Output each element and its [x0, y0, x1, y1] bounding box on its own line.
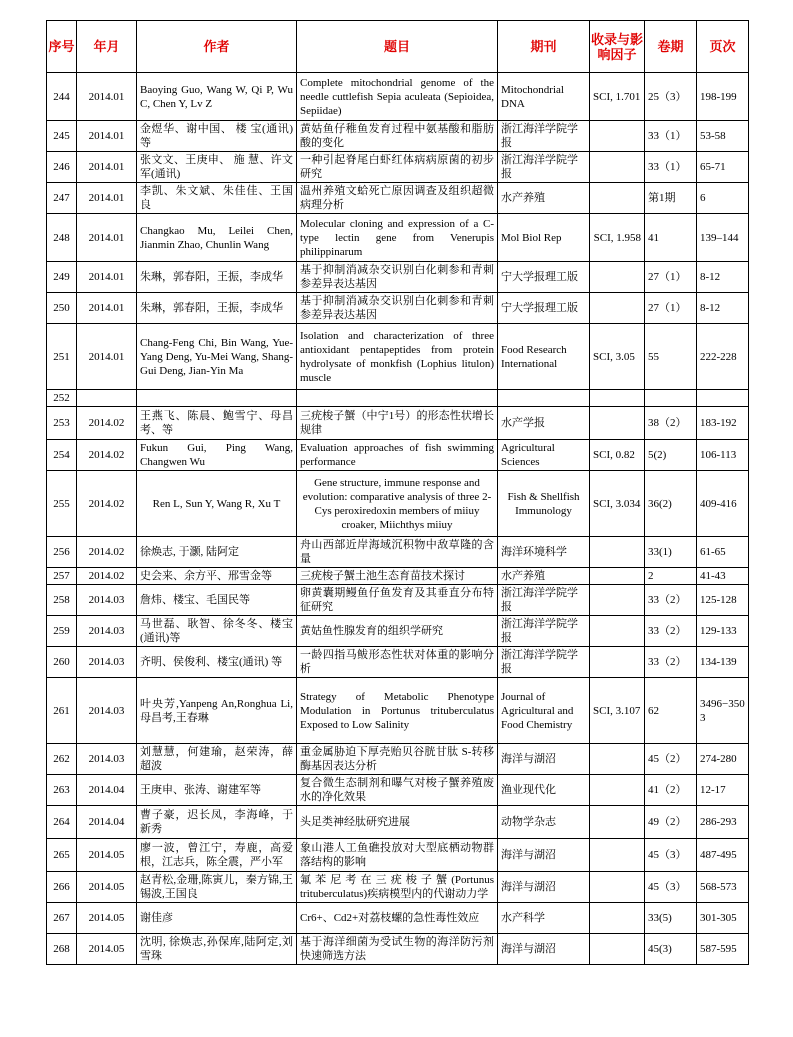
cell-authors: 廖一波，曾江宁，寿鹿，高爱根，江志兵，陈全震，严小军	[137, 839, 297, 872]
table-row	[47, 537, 749, 568]
header-volume: 卷期	[645, 21, 697, 73]
cell-index: SCI, 3.034	[590, 471, 645, 537]
table-row	[47, 73, 749, 121]
cell-date: 2014.01	[77, 262, 137, 293]
cell-volume: 27（1）	[645, 293, 697, 324]
header-pages: 页次	[697, 21, 749, 73]
cell-title: 三疣梭子蟹土池生态育苗技术探讨	[297, 568, 498, 585]
cell-title: 氟苯尼考在三疣梭子蟹(Portunus trituberculatus)疾病模型内的代谢动力学	[297, 872, 498, 903]
cell-no: 260	[47, 647, 77, 678]
cell-pages: 106-113	[697, 440, 749, 471]
cell-date: 2014.03	[77, 744, 137, 775]
cell-volume: 33（2）	[645, 647, 697, 678]
cell-authors: Baoying Guo, Wang W, Qi P, Wu C, Chen Y, Lv Z	[137, 73, 297, 121]
cell-journal: 海洋与湖沼	[498, 934, 590, 965]
cell-pages: 301-305	[697, 903, 749, 934]
table-row	[47, 471, 749, 537]
cell-pages: 139–144	[697, 214, 749, 262]
cell-no: 251	[47, 324, 77, 390]
header-row	[47, 21, 749, 73]
table-row	[47, 293, 749, 324]
cell-no: 244	[47, 73, 77, 121]
cell-journal: 浙江海洋学院学报	[498, 585, 590, 616]
table-row	[47, 839, 749, 872]
table-row	[47, 568, 749, 585]
header-authors: 作者	[137, 21, 297, 73]
cell-volume: 33（1）	[645, 152, 697, 183]
header-title: 题目	[297, 21, 498, 73]
cell-pages: 8-12	[697, 262, 749, 293]
cell-date: 2014.03	[77, 647, 137, 678]
header-index: 收录与影响因子	[590, 21, 645, 73]
cell-volume: 45（2）	[645, 744, 697, 775]
table-row	[47, 903, 749, 934]
cell-authors	[137, 390, 297, 407]
table-row	[47, 324, 749, 390]
cell-title: Molecular cloning and expression of a C-type lectin gene from Venerupis philippinarum	[297, 214, 498, 262]
cell-journal: 宁大学报理工版	[498, 262, 590, 293]
cell-date: 2014.01	[77, 214, 137, 262]
table-row	[47, 214, 749, 262]
cell-volume: 55	[645, 324, 697, 390]
cell-title: Cr6+、Cd2+对荔枝螺的急性毒性效应	[297, 903, 498, 934]
cell-index: SCI, 1.701	[590, 73, 645, 121]
cell-date: 2014.04	[77, 806, 137, 839]
cell-index	[590, 152, 645, 183]
cell-authors: 史会来、余方平、邢雪金等	[137, 568, 297, 585]
cell-volume: 2	[645, 568, 697, 585]
table-row	[47, 934, 749, 965]
cell-title: 卵黄囊期鳗鱼仔鱼发育及其垂直分布特征研究	[297, 585, 498, 616]
cell-pages: 65-71	[697, 152, 749, 183]
cell-no: 255	[47, 471, 77, 537]
table-row	[47, 678, 749, 744]
cell-no: 252	[47, 390, 77, 407]
cell-pages: 274-280	[697, 744, 749, 775]
cell-no: 248	[47, 214, 77, 262]
cell-journal: Food Research International	[498, 324, 590, 390]
cell-no: 265	[47, 839, 77, 872]
cell-pages: 3496−3503	[697, 678, 749, 744]
cell-no: 256	[47, 537, 77, 568]
cell-pages: 198-199	[697, 73, 749, 121]
cell-authors: 曹子豪，迟长凤，李海峰，于新秀	[137, 806, 297, 839]
cell-volume: 41（2）	[645, 775, 697, 806]
cell-index	[590, 537, 645, 568]
publication-table	[46, 20, 749, 965]
cell-pages: 587-595	[697, 934, 749, 965]
cell-pages: 41-43	[697, 568, 749, 585]
cell-no: 262	[47, 744, 77, 775]
cell-authors: 金煜华、谢中国、 楼 宝(通讯) 等	[137, 121, 297, 152]
table-row	[47, 183, 749, 214]
table-row	[47, 390, 749, 407]
cell-title: 舟山西部近岸海域沉积物中敌草隆的含量	[297, 537, 498, 568]
header-no: 序号	[47, 21, 77, 73]
cell-date: 2014.02	[77, 471, 137, 537]
table-row	[47, 616, 749, 647]
cell-journal: 水产科学	[498, 903, 590, 934]
cell-pages: 61-65	[697, 537, 749, 568]
cell-volume: 49（2）	[645, 806, 697, 839]
cell-title	[297, 390, 498, 407]
cell-journal: 水产养殖	[498, 568, 590, 585]
cell-no: 266	[47, 872, 77, 903]
cell-pages	[697, 390, 749, 407]
cell-authors: 沈明, 徐焕志,孙保库,陆阿定,刘雪珠	[137, 934, 297, 965]
cell-date: 2014.05	[77, 934, 137, 965]
cell-date	[77, 390, 137, 407]
cell-index	[590, 806, 645, 839]
cell-pages: 53-58	[697, 121, 749, 152]
cell-title: Complete mitochondrial genome of the needle cuttlefish Sepia aculeata (Sepioidea, Sepiidae)	[297, 73, 498, 121]
cell-journal: 浙江海洋学院学报	[498, 616, 590, 647]
cell-title: Strategy of Metabolic Phenotype Modulation in Portunus trituberculatus Exposed to Low Salinity	[297, 678, 498, 744]
table-row	[47, 585, 749, 616]
cell-date: 2014.02	[77, 537, 137, 568]
cell-volume	[645, 390, 697, 407]
cell-authors: 朱琳，郭春阳，王振，李成华	[137, 262, 297, 293]
cell-volume: 第1期	[645, 183, 697, 214]
cell-no: 263	[47, 775, 77, 806]
cell-no: 268	[47, 934, 77, 965]
cell-journal: 海洋与湖沼	[498, 744, 590, 775]
cell-pages: 134-139	[697, 647, 749, 678]
cell-date: 2014.01	[77, 73, 137, 121]
cell-index	[590, 775, 645, 806]
cell-title: Evaluation approaches of fish swimming performance	[297, 440, 498, 471]
cell-journal: Mitochondrial DNA	[498, 73, 590, 121]
cell-authors: Fukun Gui, Ping Wang, Changwen Wu	[137, 440, 297, 471]
cell-journal: 动物学杂志	[498, 806, 590, 839]
cell-journal: 海洋环境科学	[498, 537, 590, 568]
cell-pages: 6	[697, 183, 749, 214]
cell-date: 2014.03	[77, 585, 137, 616]
cell-date: 2014.02	[77, 407, 137, 440]
cell-title: Isolation and characterization of three antioxidant pentapeptides from protein hydrolysate of monkfish (Lophius litulon) muscle	[297, 324, 498, 390]
cell-index	[590, 568, 645, 585]
table-row	[47, 440, 749, 471]
cell-volume: 45（3）	[645, 839, 697, 872]
cell-no: 253	[47, 407, 77, 440]
cell-title: 黄姑鱼性腺发育的组织学研究	[297, 616, 498, 647]
cell-title: 基于抑制消减杂交识别白化刺参和青刺参差异表达基因	[297, 293, 498, 324]
cell-date: 2014.03	[77, 616, 137, 647]
cell-volume: 45（3）	[645, 872, 697, 903]
cell-authors: 赵青松,金珊,陈寅儿，秦方锦,王锡波,王国良	[137, 872, 297, 903]
cell-pages: 409-416	[697, 471, 749, 537]
cell-journal: Fish & Shellfish Immunology	[498, 471, 590, 537]
cell-date: 2014.04	[77, 775, 137, 806]
cell-journal: 水产养殖	[498, 183, 590, 214]
cell-index	[590, 872, 645, 903]
cell-pages: 183-192	[697, 407, 749, 440]
cell-pages: 487-495	[697, 839, 749, 872]
cell-authors: 马世磊、耿智、徐冬冬、楼宝(通讯)等	[137, 616, 297, 647]
cell-journal: Agricultural Sciences	[498, 440, 590, 471]
table-row	[47, 775, 749, 806]
cell-index: SCI, 0.82	[590, 440, 645, 471]
cell-pages: 125-128	[697, 585, 749, 616]
cell-pages: 12-17	[697, 775, 749, 806]
cell-title: 象山港人工鱼礁投放对大型底栖动物群落结构的影响	[297, 839, 498, 872]
cell-volume: 25（3）	[645, 73, 697, 121]
cell-no: 247	[47, 183, 77, 214]
cell-index: SCI, 3.107	[590, 678, 645, 744]
cell-index	[590, 839, 645, 872]
cell-journal: Journal of Agricultural and Food Chemistry	[498, 678, 590, 744]
cell-journal: 浙江海洋学院学报	[498, 152, 590, 183]
cell-no: 258	[47, 585, 77, 616]
table-row	[47, 806, 749, 839]
cell-title: 重金属胁迫下厚壳贻贝谷胱甘肽 S-转移酶基因表达分析	[297, 744, 498, 775]
cell-pages: 568-573	[697, 872, 749, 903]
cell-no: 246	[47, 152, 77, 183]
table-row	[47, 262, 749, 293]
cell-index	[590, 262, 645, 293]
cell-no: 249	[47, 262, 77, 293]
cell-volume: 33（2）	[645, 616, 697, 647]
cell-index: SCI, 1.958	[590, 214, 645, 262]
cell-title: 基于抑制消减杂交识别白化刺参和青刺参差异表达基因	[297, 262, 498, 293]
table-row	[47, 407, 749, 440]
cell-authors: Changkao Mu, Leilei Chen, Jianmin Zhao, Chunlin Wang	[137, 214, 297, 262]
cell-authors: Ren L, Sun Y, Wang R, Xu T	[137, 471, 297, 537]
cell-authors: 朱琳，郭春阳，王振，李成华	[137, 293, 297, 324]
cell-volume: 33（1）	[645, 121, 697, 152]
cell-no: 254	[47, 440, 77, 471]
cell-journal: Mol Biol Rep	[498, 214, 590, 262]
cell-authors: 王燕飞、陈晨、鲍雪宁、母昌考、等	[137, 407, 297, 440]
cell-pages: 8-12	[697, 293, 749, 324]
table-row	[47, 744, 749, 775]
cell-index	[590, 744, 645, 775]
header-date: 年月	[77, 21, 137, 73]
cell-no: 259	[47, 616, 77, 647]
table-row	[47, 872, 749, 903]
cell-authors: 詹炜、楼宝、毛国民等	[137, 585, 297, 616]
cell-title: 温州养殖文蛤死亡原因调查及组织超微病理分析	[297, 183, 498, 214]
cell-title: 黄姑鱼仔稚鱼发育过程中氨基酸和脂肪酸的变化	[297, 121, 498, 152]
header-journal: 期刊	[498, 21, 590, 73]
cell-journal: 海洋与湖沼	[498, 839, 590, 872]
cell-title: 三疣梭子蟹（中宁1号）的形态性状增长规律	[297, 407, 498, 440]
cell-no: 264	[47, 806, 77, 839]
cell-index	[590, 121, 645, 152]
cell-journal: 浙江海洋学院学报	[498, 647, 590, 678]
cell-pages: 222-228	[697, 324, 749, 390]
cell-no: 257	[47, 568, 77, 585]
cell-index	[590, 407, 645, 440]
cell-index	[590, 183, 645, 214]
cell-date: 2014.05	[77, 872, 137, 903]
cell-journal: 宁大学报理工版	[498, 293, 590, 324]
cell-date: 2014.05	[77, 839, 137, 872]
cell-authors: 张文文、王庚申、 施 慧、许文军(通讯)	[137, 152, 297, 183]
cell-authors: 齐明、侯俊利、楼宝(通讯) 等	[137, 647, 297, 678]
cell-title: 一种引起脊尾白虾红体病病原菌的初步研究	[297, 152, 498, 183]
cell-authors: 徐焕志, 于灏, 陆阿定	[137, 537, 297, 568]
cell-authors: 叶央芳,Yanpeng An,Ronghua Li,母昌考,王春琳	[137, 678, 297, 744]
cell-index	[590, 616, 645, 647]
cell-volume: 45(3)	[645, 934, 697, 965]
cell-journal: 水产学报	[498, 407, 590, 440]
cell-no: 250	[47, 293, 77, 324]
table-row	[47, 121, 749, 152]
cell-authors: 刘慧慧，何建瑜，赵荣涛，薛超波	[137, 744, 297, 775]
table-row	[47, 152, 749, 183]
cell-no: 267	[47, 903, 77, 934]
cell-journal: 海洋与湖沼	[498, 872, 590, 903]
cell-volume: 38（2）	[645, 407, 697, 440]
cell-date: 2014.03	[77, 678, 137, 744]
cell-volume: 5(2)	[645, 440, 697, 471]
cell-authors: Chang-Feng Chi, Bin Wang, Yue-Yang Deng, Yu-Mei Wang, Shang-Gui Deng, Jian-Yin Ma	[137, 324, 297, 390]
cell-index	[590, 934, 645, 965]
cell-index	[590, 585, 645, 616]
cell-journal: 浙江海洋学院学报	[498, 121, 590, 152]
cell-index	[590, 647, 645, 678]
cell-title: 一龄四指马鲅形态性状对体重的影响分析	[297, 647, 498, 678]
cell-title: Gene structure, immune response and evolution: comparative analysis of three 2-Cys peroxiredoxin members of miiuy croaker, Miichthys miiuy	[297, 471, 498, 537]
cell-authors: 王庚申、张涛、谢建军等	[137, 775, 297, 806]
cell-date: 2014.01	[77, 293, 137, 324]
cell-authors: 李凯、朱文斌、朱佳佳、王国良	[137, 183, 297, 214]
cell-index	[590, 903, 645, 934]
cell-title: 头足类神经肽研究进展	[297, 806, 498, 839]
cell-authors: 谢佳彦	[137, 903, 297, 934]
cell-title: 基于海洋细菌为受试生物的海洋防污剂快速筛选方法	[297, 934, 498, 965]
cell-no: 261	[47, 678, 77, 744]
cell-pages: 129-133	[697, 616, 749, 647]
cell-journal	[498, 390, 590, 407]
cell-date: 2014.02	[77, 568, 137, 585]
cell-volume: 33(5)	[645, 903, 697, 934]
cell-date: 2014.01	[77, 121, 137, 152]
cell-index	[590, 390, 645, 407]
cell-date: 2014.01	[77, 324, 137, 390]
cell-index	[590, 293, 645, 324]
cell-volume: 33(1)	[645, 537, 697, 568]
cell-no: 245	[47, 121, 77, 152]
cell-title: 复合微生态制剂和曝气对梭子蟹养殖废水的净化效果	[297, 775, 498, 806]
cell-volume: 41	[645, 214, 697, 262]
cell-volume: 33（2）	[645, 585, 697, 616]
cell-volume: 62	[645, 678, 697, 744]
cell-volume: 36(2)	[645, 471, 697, 537]
cell-pages: 286-293	[697, 806, 749, 839]
cell-volume: 27（1）	[645, 262, 697, 293]
cell-date: 2014.05	[77, 903, 137, 934]
cell-date: 2014.01	[77, 183, 137, 214]
cell-journal: 渔业现代化	[498, 775, 590, 806]
table-row	[47, 647, 749, 678]
cell-date: 2014.02	[77, 440, 137, 471]
cell-index: SCI, 3.05	[590, 324, 645, 390]
cell-date: 2014.01	[77, 152, 137, 183]
